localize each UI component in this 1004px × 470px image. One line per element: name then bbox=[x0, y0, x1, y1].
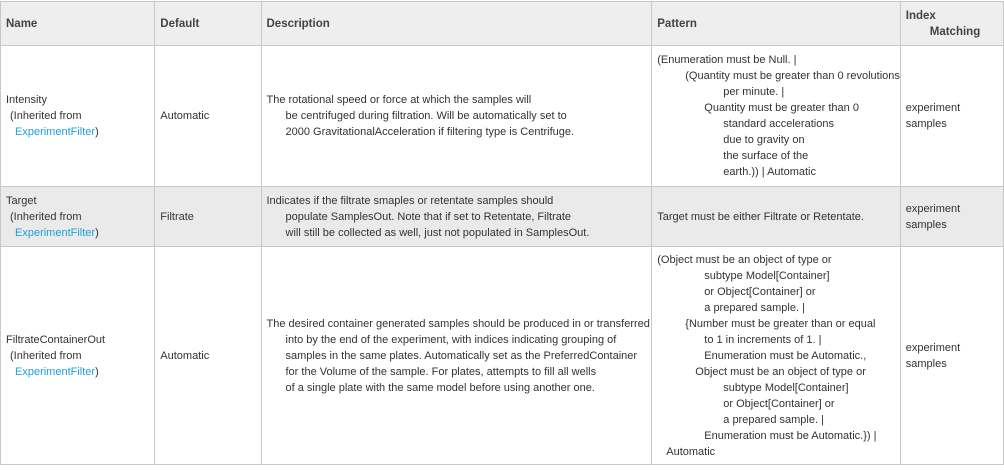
pattern-line: to 1 in increments of 1. | bbox=[704, 333, 822, 346]
header-name: Name bbox=[1, 2, 155, 46]
inherited-link[interactable]: ExperimentFilter bbox=[15, 126, 96, 138]
description-line: of a single plate with the same model before using another one. bbox=[285, 381, 595, 394]
inherited-label: (Inherited from bbox=[10, 110, 82, 122]
description-line: samples in the same plates. Automatically set as the PreferredContainer bbox=[285, 349, 638, 362]
index-matching-value: experiment samples bbox=[900, 247, 1003, 465]
pattern-line: the surface of the bbox=[723, 150, 809, 162]
options-table bbox=[0, 1, 1004, 465]
pattern-cell bbox=[652, 187, 900, 247]
pattern-line: Enumeration must be Automatic.}) | bbox=[704, 429, 877, 442]
description-cell bbox=[261, 187, 652, 247]
description-line: populate SamplesOut. Note that if set to Retentate, Filtrate bbox=[285, 210, 572, 223]
description-line: 2000 GravitationalAcceleration if filtering type is Centrifuge. bbox=[285, 126, 575, 138]
description-line: The desired container generated samples should be produced in or transferred bbox=[266, 317, 650, 330]
inherited-suffix: ) bbox=[95, 365, 99, 378]
header-index-line1: Index bbox=[905, 9, 936, 22]
description-line: be centrifuged during filtration. Will be automatically set to bbox=[285, 110, 567, 122]
pattern-line: Target must be either Filtrate or Retentate. bbox=[657, 210, 864, 223]
pattern-line: a prepared sample. | bbox=[723, 413, 824, 426]
pattern-line: Automatic bbox=[666, 445, 716, 458]
pattern-line: earth.)) | Automatic bbox=[723, 166, 816, 178]
header-default: Default bbox=[155, 2, 261, 46]
option-name-cell bbox=[1, 46, 155, 187]
pattern-line: {Number must be greater than or equal bbox=[685, 317, 876, 330]
header-pattern: Pattern bbox=[652, 2, 900, 46]
pattern-line: Quantity must be greater than 0 bbox=[704, 102, 859, 114]
pattern-line: Object must be an object of type or bbox=[695, 365, 866, 378]
option-name-cell bbox=[1, 247, 155, 465]
header-index-matching bbox=[900, 2, 1003, 46]
default-value: Filtrate bbox=[155, 187, 261, 247]
inherited-suffix: ) bbox=[95, 226, 99, 239]
pattern-cell bbox=[652, 46, 900, 187]
description-line: will still be collected as well, just not populated in SamplesOut. bbox=[285, 226, 590, 239]
table-row bbox=[1, 247, 1004, 465]
pattern-line: (Enumeration must be Null. | bbox=[657, 54, 797, 66]
inherited-label: (Inherited from bbox=[10, 349, 82, 362]
pattern-line: a prepared sample. | bbox=[704, 301, 805, 314]
option-name-cell bbox=[1, 187, 155, 247]
inherited-link[interactable]: ExperimentFilter bbox=[15, 365, 96, 378]
pattern-line: (Quantity must be greater than 0 revolutions bbox=[685, 70, 900, 82]
pattern-line: Enumeration must be Automatic., bbox=[704, 349, 867, 362]
pattern-line: per minute. | bbox=[723, 86, 785, 98]
description-line: for the Volume of the sample. For plates, attempts to fill all wells bbox=[285, 365, 597, 378]
index-matching-value: experiment samples bbox=[900, 187, 1003, 247]
description-cell bbox=[261, 46, 652, 187]
header-description: Description bbox=[261, 2, 652, 46]
pattern-line: due to gravity on bbox=[723, 134, 805, 146]
default-value: Automatic bbox=[155, 46, 261, 187]
inherited-link[interactable]: ExperimentFilter bbox=[15, 226, 96, 239]
index-matching-value: experiment samples bbox=[900, 46, 1003, 187]
inherited-suffix: ) bbox=[95, 126, 99, 138]
table-header-row bbox=[1, 2, 1004, 46]
option-name: Intensity bbox=[6, 94, 47, 106]
default-value: Automatic bbox=[155, 247, 261, 465]
table-row bbox=[1, 46, 1004, 187]
pattern-line: subtype Model[Container] bbox=[723, 381, 849, 394]
description-cell bbox=[261, 247, 652, 465]
pattern-line: standard accelerations bbox=[723, 118, 834, 130]
description-line: The rotational speed or force at which the samples will bbox=[266, 94, 532, 106]
pattern-cell bbox=[652, 247, 900, 465]
inherited-label: (Inherited from bbox=[10, 210, 82, 223]
description-line: Indicates if the filtrate smaples or retentate samples should bbox=[266, 194, 554, 207]
header-index-line2: Matching bbox=[929, 25, 981, 38]
description-line: into by the end of the experiment, with indices indicating grouping of bbox=[285, 333, 617, 346]
pattern-line: (Object must be an object of type or bbox=[657, 253, 832, 266]
table-row bbox=[1, 187, 1004, 247]
option-name: Target bbox=[6, 194, 37, 207]
pattern-line: or Object[Container] or bbox=[723, 397, 835, 410]
pattern-line: subtype Model[Container] bbox=[704, 269, 830, 282]
option-name: FiltrateContainerOut bbox=[6, 333, 106, 346]
pattern-line: or Object[Container] or bbox=[704, 285, 816, 298]
